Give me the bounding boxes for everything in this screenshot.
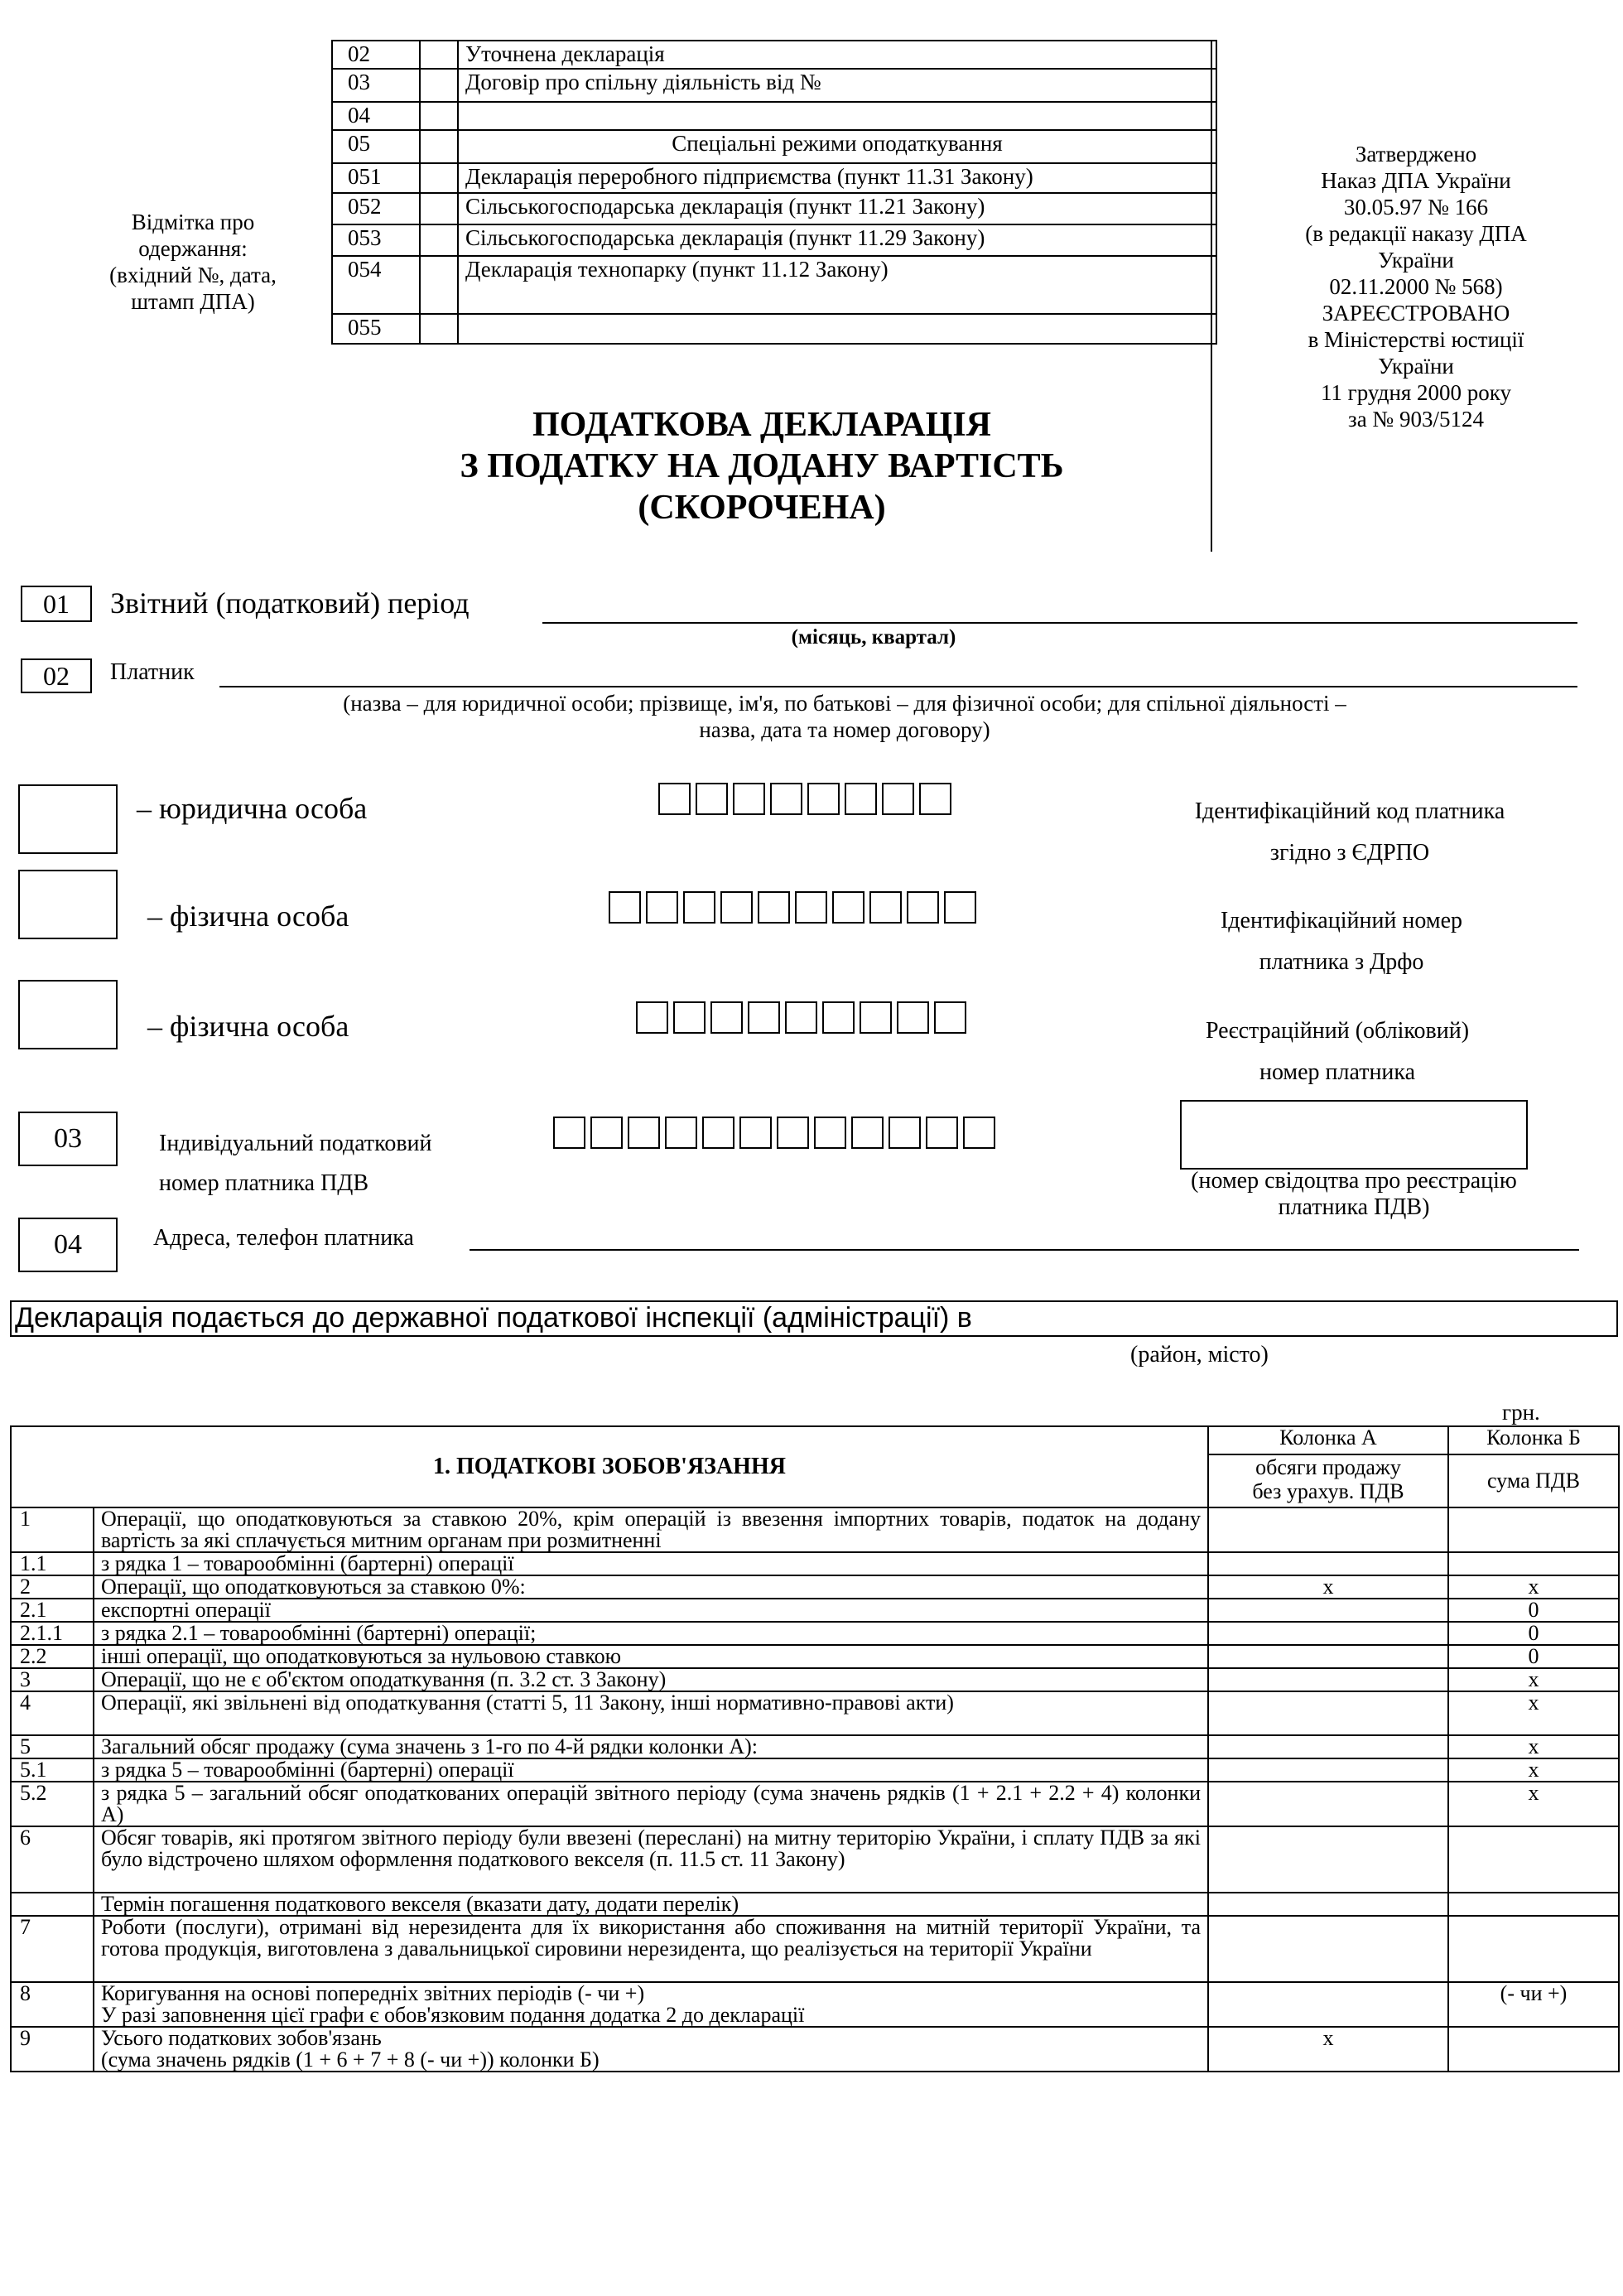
row-description: Роботи (послуги), отримані від нерезидента для їх використання або споживання на митній території України, та готова продукція, виготовлена з давальницької сировини нерезидента, що реалізується на території України bbox=[94, 1916, 1208, 1982]
address-label: Адреса, телефон платника bbox=[153, 1225, 414, 1251]
row-column-b[interactable]: 0 bbox=[1448, 1599, 1619, 1622]
table-row bbox=[11, 1622, 1619, 1645]
code-row bbox=[332, 256, 1216, 314]
code-checkbox[interactable] bbox=[420, 256, 458, 314]
code-number: 051 bbox=[332, 163, 420, 193]
row-column-a[interactable] bbox=[1208, 1691, 1448, 1735]
code-row bbox=[332, 69, 1216, 102]
code-description: Договір про спільну діяльність від № bbox=[458, 69, 1216, 102]
legal-id-boxes[interactable] bbox=[658, 783, 956, 819]
code-row bbox=[332, 41, 1216, 69]
row-description: Операції, що оподатковуються за ставкою 0%: bbox=[94, 1575, 1208, 1599]
row-number: 1 bbox=[11, 1507, 94, 1552]
code-description: Декларація технопарку (пункт 11.12 Закону) bbox=[458, 256, 1216, 314]
column-b-header: Колонка Б bbox=[1448, 1426, 1619, 1454]
row-description: з рядка 5 – товарообмінні (бартерні) операції bbox=[94, 1758, 1208, 1782]
legal-person-checkbox[interactable] bbox=[18, 784, 118, 854]
row-number: 1.1 bbox=[11, 1552, 94, 1575]
row-column-a[interactable] bbox=[1208, 1735, 1448, 1758]
table-row bbox=[11, 1645, 1619, 1668]
code-description bbox=[458, 314, 1216, 344]
natural-id-label: Ідентифікаційний номер платника з Дрфо bbox=[1220, 908, 1463, 975]
table-row bbox=[11, 1782, 1619, 1826]
row-column-b[interactable]: х bbox=[1448, 1668, 1619, 1691]
code-row bbox=[332, 102, 1216, 130]
code-number: 055 bbox=[332, 314, 420, 344]
code-row bbox=[332, 224, 1216, 256]
table-row bbox=[11, 1735, 1619, 1758]
code-checkbox[interactable] bbox=[420, 41, 458, 69]
code-checkbox[interactable] bbox=[420, 314, 458, 344]
approval-stamp-text: Затверджено Наказ ДПА України 30.05.97 № 166 (в редакції наказу ДПА України 02.11.2000 № 568) ЗАРЕЄСТРОВАНО в Міністерстві юстиції України 11 грудня 2000 року за № 903/5124 bbox=[1305, 142, 1527, 432]
code-number: 03 bbox=[332, 69, 420, 102]
vat-number-label: Індивідуальний податковий номер платника ПДВ bbox=[159, 1131, 432, 1196]
row-number: 2 bbox=[11, 1575, 94, 1599]
row-number: 5 bbox=[11, 1735, 94, 1758]
address-input[interactable] bbox=[470, 1249, 1579, 1251]
row-column-b[interactable]: 0 bbox=[1448, 1622, 1619, 1645]
table-row bbox=[11, 1552, 1619, 1575]
row-description: з рядка 2.1 – товарообмінні (бартерні) операції; bbox=[94, 1622, 1208, 1645]
row-column-a[interactable]: х bbox=[1208, 1575, 1448, 1599]
section-title: 1. ПОДАТКОВІ ЗОБОВ'ЯЗАННЯ bbox=[11, 1426, 1208, 1507]
row-description: експортні операції bbox=[94, 1599, 1208, 1622]
code-row bbox=[332, 130, 1216, 163]
code-description: Спеціальні режими оподаткування bbox=[458, 130, 1216, 163]
row-column-b[interactable] bbox=[1448, 2027, 1619, 2072]
row-column-b[interactable]: х bbox=[1448, 1575, 1619, 1599]
row-column-a[interactable] bbox=[1208, 1916, 1448, 1982]
payer-input[interactable] bbox=[219, 686, 1577, 687]
row-number: 8 bbox=[11, 1982, 94, 2027]
row-description: Термін погашення податкового векселя (вказати дату, додати перелік) bbox=[94, 1893, 1208, 1916]
row-column-a[interactable] bbox=[1208, 1552, 1448, 1575]
row-column-a[interactable] bbox=[1208, 1599, 1448, 1622]
table-row bbox=[11, 1599, 1619, 1622]
row-column-b[interactable]: х bbox=[1448, 1782, 1619, 1826]
row-column-b[interactable]: 0 bbox=[1448, 1645, 1619, 1668]
code-number: 02 bbox=[332, 41, 420, 69]
row-column-b[interactable] bbox=[1448, 1552, 1619, 1575]
receipt-note: Відмітка про одержання: (вхідний №, дата, штамп ДПА) bbox=[109, 210, 277, 314]
row-column-a[interactable] bbox=[1208, 1622, 1448, 1645]
currency-unit: грн. bbox=[1502, 1400, 1540, 1425]
field-02-code: 02 bbox=[21, 658, 92, 693]
row-column-b[interactable]: х bbox=[1448, 1758, 1619, 1782]
tax-office-label: Декларація подається до державної податкової інспекції (адміністрації) в bbox=[15, 1302, 972, 1334]
field-03-code: 03 bbox=[18, 1112, 118, 1166]
code-checkbox[interactable] bbox=[420, 69, 458, 102]
code-number: 052 bbox=[332, 193, 420, 224]
registration-id-boxes[interactable] bbox=[636, 1001, 971, 1038]
field-01-code: 01 bbox=[21, 586, 92, 622]
reporting-period-hint: (місяць, квартал) bbox=[791, 626, 956, 649]
code-checkbox[interactable] bbox=[420, 163, 458, 193]
row-column-a[interactable] bbox=[1208, 1645, 1448, 1668]
row-number: 5.1 bbox=[11, 1758, 94, 1782]
row-column-b[interactable] bbox=[1448, 1826, 1619, 1893]
row-number: 4 bbox=[11, 1691, 94, 1735]
declaration-type-codes-table bbox=[331, 40, 1217, 345]
row-column-b[interactable] bbox=[1448, 1916, 1619, 1982]
payer-hint: (назва – для юридичної особи; прізвище, ім'я, по батькові – для фізичної особи; для спільної діяльності – назва, дата та номер договору) bbox=[343, 691, 1346, 742]
row-description: Обсяг товарів, які протягом звітного періоду були ввезені (переслані) на митну територію України, і сплату ПДВ за які було відстрочено шляхом оформлення податкового векселя (п. 11.5 ст. 11 Закону) bbox=[94, 1826, 1208, 1893]
code-number: 053 bbox=[332, 224, 420, 256]
row-column-b[interactable] bbox=[1448, 1893, 1619, 1916]
code-description: Сільськогосподарська декларація (пункт 11.29 Закону) bbox=[458, 224, 1216, 256]
code-checkbox[interactable] bbox=[420, 193, 458, 224]
natural-person-label: – фізична особа bbox=[147, 900, 349, 933]
row-column-b[interactable] bbox=[1448, 1507, 1619, 1552]
page-title: ПОДАТКОВА ДЕКЛАРАЦІЯ З ПОДАТКУ НА ДОДАНУ ВАРТІСТЬ (СКОРОЧЕНА) bbox=[460, 406, 1064, 527]
code-checkbox[interactable] bbox=[420, 130, 458, 163]
row-description: Операції, які звільнені від оподаткування (статті 5, 11 Закону, інші нормативно-правові акти) bbox=[94, 1691, 1208, 1735]
registration-id-label: Реєстраційний (обліковий) номер платника bbox=[1205, 1018, 1470, 1085]
code-number: 05 bbox=[332, 130, 420, 163]
code-checkbox[interactable] bbox=[420, 224, 458, 256]
table-row bbox=[11, 2027, 1619, 2072]
row-number: 2.2 bbox=[11, 1645, 94, 1668]
column-b-subheader: сума ПДВ bbox=[1448, 1454, 1619, 1507]
natural-person-2-checkbox[interactable] bbox=[18, 980, 118, 1049]
table-row bbox=[11, 1691, 1619, 1735]
row-column-a[interactable] bbox=[1208, 1826, 1448, 1893]
row-column-a[interactable] bbox=[1208, 1507, 1448, 1552]
table-row bbox=[11, 1982, 1619, 2027]
codes-table-right-border bbox=[1211, 40, 1212, 552]
reporting-period-input[interactable] bbox=[542, 622, 1577, 624]
row-column-a[interactable] bbox=[1208, 1668, 1448, 1691]
vat-certificate-hint: (номер свідоцтва про реєстрацію платника ПДВ) bbox=[1191, 1168, 1517, 1220]
code-description bbox=[458, 102, 1216, 130]
row-number: 5.2 bbox=[11, 1782, 94, 1826]
table-row bbox=[11, 1758, 1619, 1782]
row-number: 3 bbox=[11, 1668, 94, 1691]
column-a-subheader: обсяги продажу без урахув. ПДВ bbox=[1208, 1454, 1448, 1507]
row-number: 6 bbox=[11, 1826, 94, 1893]
row-number: 2.1.1 bbox=[11, 1622, 94, 1645]
row-description: з рядка 1 – товарообмінні (бартерні) операції bbox=[94, 1552, 1208, 1575]
code-description: Декларація переробного підприємства (пункт 11.31 Закону) bbox=[458, 163, 1216, 193]
field-04-code: 04 bbox=[18, 1218, 118, 1272]
row-number: 2.1 bbox=[11, 1599, 94, 1622]
row-column-a[interactable] bbox=[1208, 1782, 1448, 1826]
code-row bbox=[332, 193, 1216, 224]
reporting-period-label: Звітний (податковий) період bbox=[110, 586, 470, 620]
table-row bbox=[11, 1575, 1619, 1599]
row-number bbox=[11, 1893, 94, 1916]
row-description: Загальний обсяг продажу (сума значень з 1-го по 4-й рядки колонки А): bbox=[94, 1735, 1208, 1758]
row-column-a[interactable]: х bbox=[1208, 2027, 1448, 2072]
row-number: 9 bbox=[11, 2027, 94, 2072]
row-description: Операції, що оподатковуються за ставкою 20%, крім операцій із ввезення імпортних товарів, податок на додану вартість за які сплачується митним органам при розмитненні bbox=[94, 1507, 1208, 1552]
vat-number-boxes[interactable] bbox=[553, 1117, 1000, 1153]
row-column-b[interactable]: (- чи +) bbox=[1448, 1982, 1619, 2027]
table-row bbox=[11, 1893, 1619, 1916]
natural-id-boxes[interactable] bbox=[609, 891, 981, 928]
code-description: Сільськогосподарська декларація (пункт 11.21 Закону) bbox=[458, 193, 1216, 224]
column-a-header: Колонка А bbox=[1208, 1426, 1448, 1454]
row-column-b[interactable]: х bbox=[1448, 1735, 1619, 1758]
table-row bbox=[11, 1916, 1619, 1982]
table-row bbox=[11, 1668, 1619, 1691]
row-description: Операції, що не є об'єктом оподаткування (п. 3.2 ст. 3 Закону) bbox=[94, 1668, 1208, 1691]
tax-obligations-table bbox=[10, 1425, 1620, 2072]
legal-person-label: – юридична особа bbox=[137, 792, 368, 825]
row-column-a[interactable] bbox=[1208, 1893, 1448, 1916]
table-row bbox=[11, 1507, 1619, 1552]
row-column-b[interactable]: х bbox=[1448, 1691, 1619, 1735]
row-description: Усього податкових зобов'язань (сума значень рядків (1 + 6 + 7 + 8 (- чи +)) колонки Б) bbox=[94, 2027, 1208, 2072]
natural-person-2-label: – фізична особа bbox=[147, 1010, 349, 1043]
row-number: 7 bbox=[11, 1916, 94, 1982]
code-description: Уточнена декларація bbox=[458, 41, 1216, 69]
legal-id-label: Ідентифікаційний код платника згідно з ЄДРПО bbox=[1194, 798, 1505, 866]
code-number: 054 bbox=[332, 256, 420, 314]
code-row bbox=[332, 163, 1216, 193]
row-description: з рядка 5 – загальний обсяг оподаткованих операцій звітного періоду (сума значень рядків (1 + 2.1 + 2.2 + 4) колонки А) bbox=[94, 1782, 1208, 1826]
tax-office-hint: (район, місто) bbox=[1130, 1342, 1269, 1367]
code-checkbox[interactable] bbox=[420, 102, 458, 130]
vat-certificate-input[interactable] bbox=[1180, 1100, 1528, 1170]
natural-person-checkbox[interactable] bbox=[18, 870, 118, 939]
code-number: 04 bbox=[332, 102, 420, 130]
code-row bbox=[332, 314, 1216, 344]
row-column-a[interactable] bbox=[1208, 1758, 1448, 1782]
payer-label: Платник bbox=[110, 659, 195, 685]
table-row bbox=[11, 1826, 1619, 1893]
row-column-a[interactable] bbox=[1208, 1982, 1448, 2027]
row-description: інші операції, що оподатковуються за нульовою ставкою bbox=[94, 1645, 1208, 1668]
row-description: Коригування на основі попередніх звітних періодів (- чи +) У разі заповнення цієї графи є обов'язковим подання додатка 2 до декларації bbox=[94, 1982, 1208, 2027]
